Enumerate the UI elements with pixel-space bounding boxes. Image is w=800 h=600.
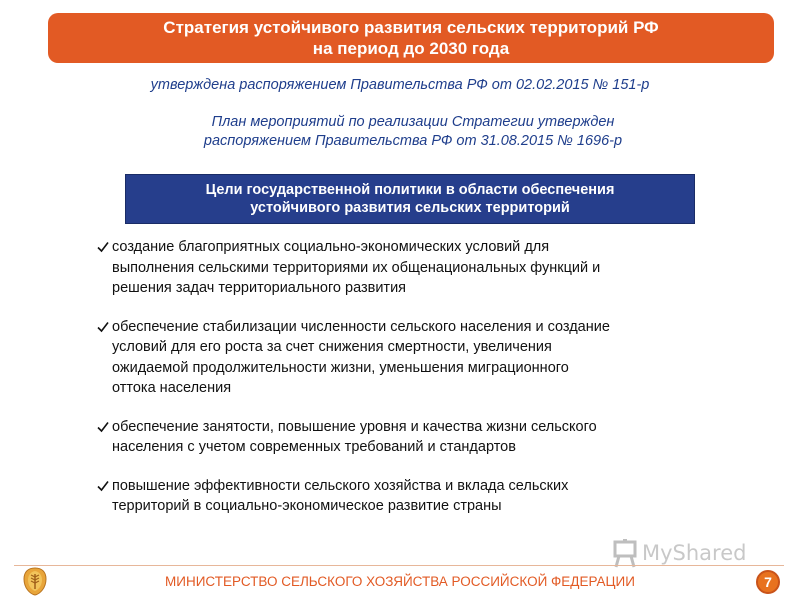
goals-header-line-1: Цели государственной политики в области обеспечения [205, 182, 615, 198]
presentation-board-icon [612, 538, 638, 568]
goal-line: повышение эффективности сельского хозяйства и вклада сельских [112, 477, 569, 494]
goal-text [112, 476, 737, 517]
goals-list [97, 237, 737, 517]
checkmark-icon [97, 421, 109, 433]
watermark-text: MyShared [642, 541, 747, 565]
goal-line: выполнения сельскими территориями их общенациональных функций и [112, 259, 601, 276]
goal-line: территорий в социально-экономическое развитие страны [112, 498, 502, 514]
checkmark-icon [97, 241, 109, 253]
goal-line: условий для его роста за счет снижения смертности, увеличения [112, 339, 552, 355]
goal-line: обеспечение занятости, повышение уровня и качества жизни сельского [112, 418, 597, 435]
action-plan-line-1: План мероприятий по реализации Стратегии утвержден [211, 114, 615, 130]
goal-item [97, 417, 737, 458]
approval-note: утверждена распоряжением Правительства РФ от 02.02.2015 № 151-р [150, 77, 650, 93]
checkmark-icon [97, 321, 109, 333]
slide-title-line-1: Стратегия устойчивого развития сельских территорий РФ [163, 18, 659, 37]
goal-line: оттока населения [112, 380, 232, 396]
goals-header [125, 174, 695, 224]
ministry-name: МИНИСТЕРСТВО СЕЛЬСКОГО ХОЗЯЙСТВА РОССИЙСКОЙ ФЕДЕРАЦИИ [165, 574, 635, 589]
goal-item [97, 317, 737, 399]
footer-divider [14, 565, 784, 566]
goal-line: населения с учетом современных требований и стандартов [112, 439, 516, 455]
slide-title [48, 13, 774, 63]
goal-text [112, 317, 737, 399]
goal-line: создание благоприятных социально-экономических условий для [112, 239, 550, 255]
checkmark-icon [97, 480, 109, 492]
goal-text [112, 237, 737, 299]
goals-header-line-2: устойчивого развития сельских территорий [250, 200, 570, 216]
slide-title-line-2: на период до 2030 года [312, 39, 510, 58]
goal-text [112, 417, 737, 458]
goal-item [97, 237, 737, 299]
goal-line: обеспечение стабилизации численности сельского населения и создание [112, 318, 610, 335]
action-plan-line-2: распоряжением Правительства РФ от 31.08.2015 № 1696-р [203, 133, 623, 149]
goal-line: решения задач территориального развития [112, 280, 407, 296]
goal-item [97, 476, 737, 517]
action-plan-note [0, 113, 800, 151]
goal-line: ожидаемой продолжительности жизни, уменьшения миграционного [112, 359, 569, 376]
page-number-badge: 7 [756, 570, 780, 594]
